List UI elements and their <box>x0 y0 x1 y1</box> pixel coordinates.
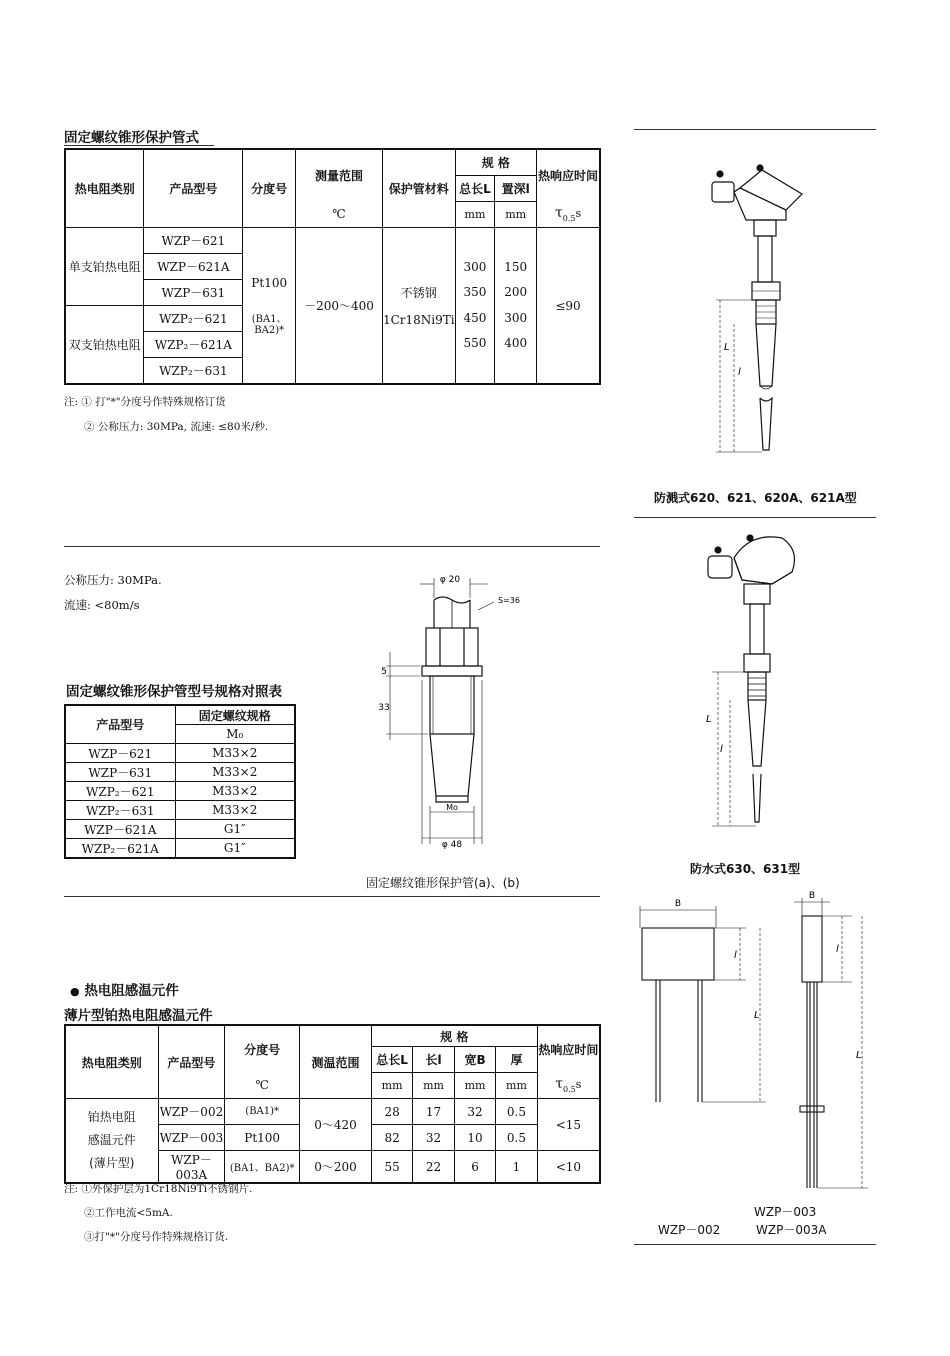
section3-heading: ● 热电阻感温元件 <box>70 983 179 999</box>
section3-note-3: ③打"*"分度号作特殊规格订货. <box>84 1231 229 1243</box>
thread-sub: M₀ <box>175 725 295 744</box>
type-line: 感温元件 <box>87 1133 136 1147</box>
t2-thread: M33×2 <box>175 763 295 782</box>
grade-alt: (BA1、BA2)* <box>251 313 287 336</box>
dim-33: 33 <box>378 703 390 713</box>
section3-note-1: 注: ①外保护层为1Cr18Ni9Ti不锈钢片. <box>64 1183 253 1195</box>
rule-mid-2 <box>64 896 600 897</box>
t3-width: 10 <box>454 1125 495 1151</box>
rule-right-mid <box>634 517 876 518</box>
col-total-len: 总长L <box>371 1047 412 1073</box>
response-value: ≤90 <box>537 228 600 385</box>
t3-total: 55 <box>371 1151 412 1184</box>
dim-b-003: B <box>808 891 816 901</box>
total-len-3: 550 <box>463 336 487 350</box>
grade-unit: ℃ <box>225 1073 300 1099</box>
dim-d48: φ 48 <box>441 840 463 850</box>
model-row: WZP－631 <box>144 280 243 306</box>
t2-thread: G1″ <box>175 820 295 839</box>
t2-model: WZP－621 <box>65 744 175 763</box>
rule-right-top <box>634 129 876 130</box>
col-width: 宽B <box>454 1047 495 1073</box>
dim-b-002: B <box>674 899 682 909</box>
total-len-cell <box>455 228 495 385</box>
caption-splashproof: 防溅式620、621、620A、621A型 <box>654 491 857 505</box>
dim-l-003: l <box>836 944 839 955</box>
col-type: 热电阻类别 <box>65 149 144 228</box>
type-cell <box>65 1099 158 1184</box>
mm-unit: mm <box>371 1073 412 1099</box>
caption-wzp003: WZP－003 <box>754 1205 817 1219</box>
dim-l-lower: l <box>738 367 741 378</box>
t3-thick: 0.5 <box>496 1099 537 1125</box>
dim-L-003: L <box>856 1050 862 1061</box>
dim-l-lower: l <box>720 744 723 755</box>
depth-1: 200 <box>504 285 528 299</box>
range-value: －200～400 <box>296 228 383 385</box>
flow-text: 流速: <80m/s <box>64 598 140 612</box>
col-thread: 固定螺纹规格 <box>175 705 295 725</box>
col-model: 产品型号 <box>65 705 175 744</box>
mm-unit: mm <box>496 1073 537 1099</box>
section1-note-1: 注: ① 打"*"分度号作特殊规格订货 <box>64 396 226 408</box>
col-grade: 分度号 <box>243 149 296 228</box>
section3-note-2: ②工作电流<5mA. <box>84 1207 173 1219</box>
material-cell <box>382 228 455 385</box>
col-model: 产品型号 <box>144 149 243 228</box>
col-thick: 厚 <box>496 1047 537 1073</box>
mm-unit: mm <box>413 1073 454 1099</box>
dim-l-002: l <box>734 950 737 961</box>
t3-width: 32 <box>454 1099 495 1125</box>
dim-mo: Mo <box>446 803 458 812</box>
col-depth: 置深l <box>495 176 537 202</box>
dim-L-002: L <box>754 1010 760 1021</box>
model-row: WZP₂－621A <box>144 332 243 358</box>
section1-note-2: ② 公称压力: 30MPa, 流速: ≤80米/秒. <box>84 421 269 433</box>
grade-value: Pt100 <box>251 275 288 290</box>
mm-unit: mm <box>454 1073 495 1099</box>
t3-response-2: <10 <box>537 1151 600 1184</box>
col-response: 热响应时间 <box>537 1025 600 1073</box>
dim-l-upper: L <box>706 714 712 725</box>
depth-3: 400 <box>504 336 528 350</box>
t3-range-2: 0～200 <box>300 1151 372 1184</box>
tau-label: $\tau_{0.5}s$ <box>537 202 600 228</box>
col-material: 保护管材料 <box>382 149 455 228</box>
caption-wzp002: WZP－002 <box>658 1223 721 1237</box>
range-unit: ℃ <box>296 202 383 228</box>
splashproof-thermometer-drawing <box>690 160 820 470</box>
depth-0: 150 <box>504 259 528 274</box>
col-range: 测温范围 <box>300 1025 372 1099</box>
t3-grade: Pt100 <box>225 1125 300 1151</box>
t3-range-1: 0～420 <box>300 1099 372 1151</box>
section1-title-underline <box>64 145 214 146</box>
t3-total: 28 <box>371 1099 412 1125</box>
rule-mid-1 <box>64 546 600 547</box>
t2-thread: M33×2 <box>175 782 295 801</box>
col-spec: 规 格 <box>371 1025 537 1047</box>
t3-total: 82 <box>371 1125 412 1151</box>
col-model: 产品型号 <box>158 1025 225 1099</box>
dim-5: 5 <box>381 667 387 677</box>
dim-l-upper: L <box>724 342 730 353</box>
total-len-2: 450 <box>463 310 487 325</box>
spec-table-3 <box>64 1024 601 1184</box>
t2-model: WZP₂－631 <box>65 801 175 820</box>
mm-unit-1: mm <box>455 202 495 228</box>
material-value: 不锈钢 <box>400 286 437 300</box>
t2-thread: G1″ <box>175 839 295 859</box>
section2-title: 固定螺纹锥形保护管型号规格对照表 <box>66 684 282 700</box>
t3-len: 17 <box>413 1099 454 1125</box>
col-grade: 分度号 <box>225 1025 300 1073</box>
t3-len: 22 <box>413 1151 454 1184</box>
material-grade: 1Cr18Ni9Ti <box>382 313 455 327</box>
spec-table-2 <box>64 704 296 859</box>
model-row: WZP₂－621 <box>144 306 243 332</box>
model-row: WZP－621 <box>144 228 243 254</box>
waterproof-thermometer-drawing <box>690 528 820 833</box>
t3-model: WZP－002 <box>158 1099 225 1125</box>
section1-title: 固定螺纹锥形保护管式 <box>64 130 199 146</box>
col-response: 热响应时间 <box>537 149 600 202</box>
drawing-caption: 固定螺纹锥形保护管(a)、(b) <box>366 876 520 890</box>
t3-width: 6 <box>454 1151 495 1184</box>
t3-grade: (BA1、BA2)* <box>225 1151 300 1184</box>
depth-cell <box>495 228 537 385</box>
t2-thread: M33×2 <box>175 801 295 820</box>
t3-len: 32 <box>413 1125 454 1151</box>
section3-title: 薄片型铂热电阻感温元件 <box>64 1008 213 1024</box>
model-row: WZP－621A <box>144 254 243 280</box>
t2-model: WZP－621A <box>65 820 175 839</box>
col-spec: 规 格 <box>455 149 536 176</box>
t2-model: WZP₂－621 <box>65 782 175 801</box>
dim-s36: S=36 <box>498 596 520 605</box>
dim-d20: φ 20 <box>439 575 461 585</box>
caption-wzp003a: WZP－003A <box>756 1223 827 1237</box>
caption-waterproof: 防水式630、631型 <box>690 862 801 876</box>
t3-thick: 0.5 <box>496 1125 537 1151</box>
t3-grade: (BA1)* <box>225 1099 300 1125</box>
col-total-len: 总长L <box>455 176 495 202</box>
pressure-text: 公称压力: 30MPa. <box>64 573 162 587</box>
t3-thick: 1 <box>496 1151 537 1184</box>
t2-thread: M33×2 <box>175 744 295 763</box>
tau-label: $\tau_{0.5}s$ <box>537 1073 600 1099</box>
model-row: WZP₂－631 <box>144 358 243 385</box>
grade-cell <box>243 228 296 385</box>
total-len-0: 300 <box>463 259 487 274</box>
t3-model: WZP－003A <box>158 1151 225 1184</box>
t2-model: WZP₂－621A <box>65 839 175 859</box>
t2-model: WZP－631 <box>65 763 175 782</box>
total-len-1: 350 <box>463 285 487 299</box>
col-range: 测量范围 <box>296 149 383 202</box>
type-double: 双支铂热电阻 <box>65 306 144 385</box>
bullet-icon: ● <box>70 985 80 998</box>
type-line: (薄片型) <box>89 1156 135 1170</box>
type-line: 铂热电阻 <box>87 1110 136 1124</box>
rule-right-bottom <box>634 1244 876 1245</box>
thin-film-elements-drawing <box>630 888 880 1198</box>
col-type: 热电阻类别 <box>65 1025 158 1099</box>
spec-table-1 <box>64 148 601 385</box>
protection-tube-drawing <box>370 570 540 860</box>
t3-response-1: <15 <box>537 1099 600 1151</box>
type-single: 单支铂热电阻 <box>65 228 144 306</box>
depth-2: 300 <box>504 310 528 325</box>
t3-model: WZP－003 <box>158 1125 225 1151</box>
mm-unit-2: mm <box>495 202 537 228</box>
col-len: 长l <box>413 1047 454 1073</box>
